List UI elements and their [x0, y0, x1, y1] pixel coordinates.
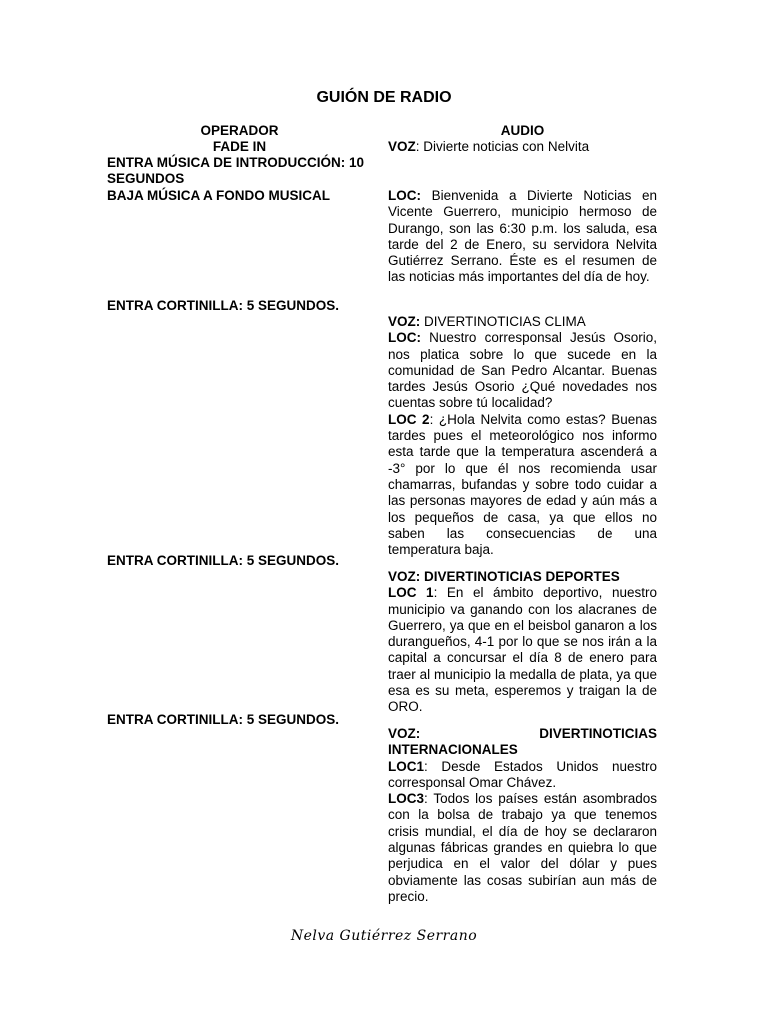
voice-text: DIVERTINOTICIAS CLIMA	[420, 314, 586, 329]
audio-column-header: AUDIO	[500, 123, 545, 138]
locutor-text: Nuestro corresponsal Jesús Osorio, nos platica sobre lo que sucede en la comunidad de San Pedro Alcantar. Buenas tardes Jesús Osorio ¿Qué novedades nos cuentas sobre tú localidad?	[388, 330, 657, 411]
audio-block-deportes	[388, 569, 657, 716]
operator-cortinilla-3: ENTRA CORTINILLA: 5 SEGUNDOS.	[107, 712, 340, 727]
locutor-1-label: LOC1	[388, 758, 425, 774]
operator-column-header: OPERADOR	[200, 123, 279, 138]
voice-text: : Divierte noticias con Nelvita	[415, 139, 590, 154]
page-title: GUIÓN DE RADIO	[316, 89, 452, 106]
audio-block-internacionales	[388, 726, 657, 905]
locutor-1-text: : En el ámbito deportivo, nuestro municipio va ganando con los alacranes de Guerrero, ya que en el beisbol ganaron a los duranguеños, 4-1 por lo que se nos irán a la capital a concursar el día 8 de enero para traer al municipio la medalla de plata, ya que esa es su meta, esperemos y traigan la de ORO.	[388, 585, 657, 715]
locutor-2-label: LOC 2	[388, 411, 430, 427]
locutor-1-label: LOC 1	[388, 585, 434, 601]
audio-block-clima	[388, 314, 657, 558]
locutor-2-text: : ¿Hola Nelvita como estas? Buenas tardes pues el meteorológico nos informo esta tarde que la temperatura ascenderá a -3° por lo que él nos recomienda usar chamarras, bufandas y sobre todo cuidar a las personas mayores de edad y aún más a los pequeños de casa, ya que ellos no saben las consecuencias de una temperatura baja.	[388, 411, 657, 558]
operator-cortinilla-2: ENTRA CORTINILLA: 5 SEGUNDOS.	[107, 553, 340, 568]
voice-label: VOZ:	[388, 314, 421, 329]
locutor-3-label: LOC3	[388, 791, 425, 807]
operator-cortinilla-1: ENTRA CORTINILLA: 5 SEGUNDOS.	[107, 298, 340, 313]
locutor-3-text: : Todos los países están asombrados con la bolsa de trabajo ya que tenemos crisis mundial, el día de hoy se declararon algunas fábricas grandes en quiebra lo que perjudica en el valor del dólar y pues obviamente las cosas subirían aun más de precio.	[388, 791, 657, 904]
author-signature: Nelva Gutiérrez Serrano	[290, 928, 478, 944]
operator-background-music: BAJA MÚSICA A FONDO MUSICAL	[107, 188, 330, 203]
locutor-text: Bienvenida a Divierte Noticias en Vicente Guerrero, municipio hermoso de Durango, son las 6:30 p.m. los saluda, esa tarde del 2 de Enero, su servidora Nelvita Gutiérrez Serrano. Éste es el resumen de las noticias más importantes del día de hoy.	[388, 188, 657, 285]
audio-block-1	[388, 139, 657, 155]
locutor-label: LOC:	[388, 188, 421, 203]
locutor-label: LOC:	[388, 330, 421, 346]
locutor-1-text: : Desde Estados Unidos nuestro corresponsal Omar Chávez.	[388, 758, 657, 790]
audio-block-2	[388, 188, 657, 286]
operator-intro-music: ENTRA MÚSICA DE INTRODUCCIÓN: 10 SEGUNDOS	[107, 155, 365, 187]
voice-label: VOZ	[388, 139, 416, 154]
operator-fade-in: FADE IN	[212, 139, 267, 154]
section-label-deportes: VOZ: DIVERTINOTICIAS DEPORTES	[388, 569, 620, 584]
section-label-internacionales: VOZ: DIVERTINOTICIAS INTERNACIONALES	[388, 726, 657, 758]
